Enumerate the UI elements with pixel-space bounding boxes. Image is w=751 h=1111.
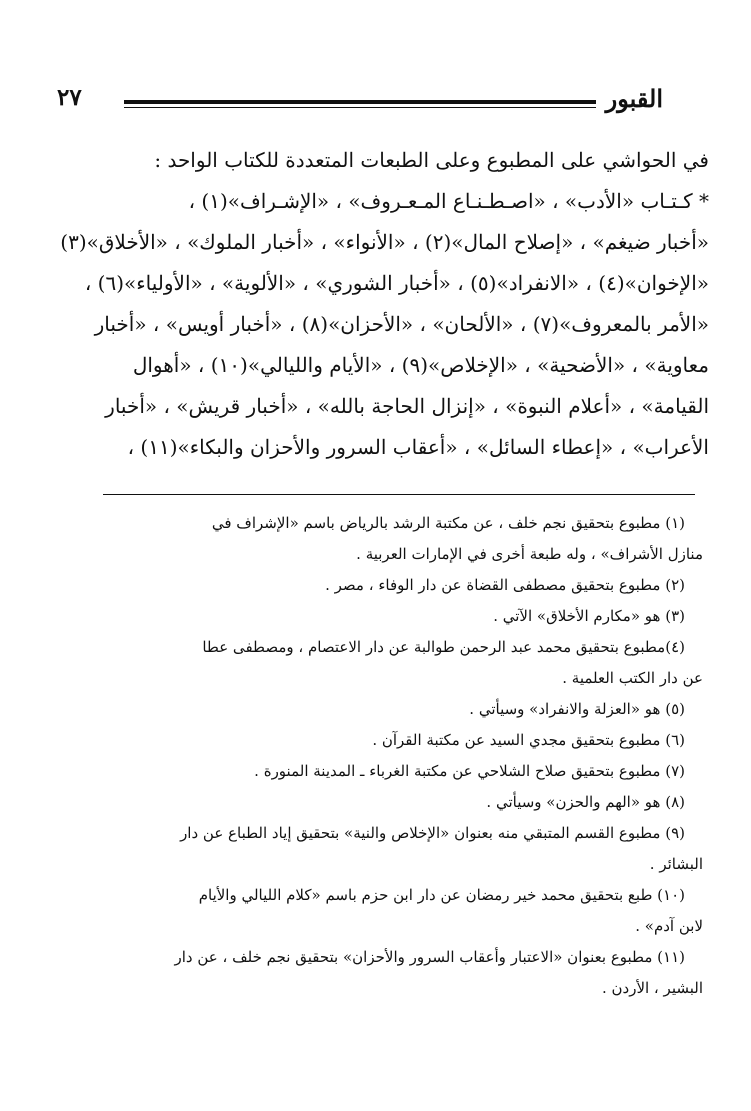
footnote-1 bbox=[42, 508, 703, 570]
footnote-9 bbox=[42, 818, 703, 880]
footnote-line: منازل الأشراف» ، وله طبعة أخرى في الإمارات العربية . bbox=[356, 545, 703, 563]
footnote-line: (١١) مطبوع بعنوان «الاعتبار وأعقاب السرور والأحزان» بتحقيق نجم خلف ، عن دار bbox=[174, 948, 685, 966]
footnote-4 bbox=[42, 632, 703, 694]
footnote-8 bbox=[42, 787, 703, 818]
footnote-11 bbox=[42, 942, 703, 1004]
body-line: «الإخوان»(٤) ، «الانفراد»(٥) ، «أخبار الشوري» ، «الألوية» ، «الأولياء»(٦) ، bbox=[84, 271, 709, 295]
footnote-line: (٩) مطبوع القسم المتبقي منه بعنوان «الإخلاص والنية» بتحقيق إياد الطباع عن دار bbox=[180, 824, 685, 842]
body-line: «أخبار ضيغم» ، «إصلاح المال»(٢) ، «الأنواء» ، «أخبار الملوك» ، «الأخلاق»(٣) bbox=[60, 230, 709, 254]
body-line: * كـتـاب «الأدب» ، «اصـطـنـاع المـعـروف» ، «الإشـراف»(١) ، bbox=[188, 189, 709, 213]
footnote-line: (١٠) طبع بتحقيق محمد خير رمضان عن دار ابن حزم باسم «كلام الليالي والأيام bbox=[198, 886, 685, 904]
footnote-5 bbox=[42, 694, 703, 725]
footnote-separator bbox=[103, 494, 695, 495]
footnote-7 bbox=[42, 756, 703, 787]
footnote-line: (٤)مطبوع بتحقيق محمد عبد الرحمن طوالبة عن دار الاعتصام ، ومصطفى عطا bbox=[202, 638, 685, 656]
footnote-2 bbox=[42, 570, 703, 601]
footnote-line: عن دار الكتب العلمية . bbox=[562, 669, 703, 687]
footnote-line: (٣) هو «مكارم الأخلاق» الآتي . bbox=[493, 607, 685, 625]
footnote-line: (٥) هو «العزلة والانفراد» وسيأتي . bbox=[469, 700, 685, 718]
footnote-line: (٨) هو «الهم والحزن» وسيأتي . bbox=[486, 793, 685, 811]
header-double-rule bbox=[124, 100, 596, 108]
footnote-line: البشائر . bbox=[649, 855, 703, 873]
body-line: في الحواشي على المطبوع وعلى الطبعات المتعددة للكتاب الواحد : bbox=[154, 148, 709, 172]
body-line: «الأمر بالمعروف»(٧) ، «الألحان» ، «الأحزان»(٨) ، «أخبار أويس» ، «أخبار bbox=[94, 312, 709, 336]
footnote-line: (٢) مطبوع بتحقيق مصطفى القضاة عن دار الوفاء ، مصر . bbox=[325, 576, 685, 594]
footnote-line: (٦) مطبوع بتحقيق مجدي السيد عن مكتبة القرآن . bbox=[372, 731, 685, 749]
footnotes bbox=[42, 508, 703, 1004]
body-line: معاوية» ، «الأضحية» ، «الإخلاص»(٩) ، «الأيام والليالي»(١٠) ، «أهوال bbox=[132, 353, 709, 377]
page-number: ٢٧ bbox=[57, 84, 82, 111]
footnote-line: (١) مطبوع بتحقيق نجم خلف ، عن مكتبة الرشد بالرياض باسم «الإشراف في bbox=[211, 514, 685, 532]
footnote-10 bbox=[42, 880, 703, 942]
main-text bbox=[42, 140, 709, 468]
footnote-line: لابن آدم» . bbox=[635, 917, 703, 935]
footnote-line: (٧) مطبوع بتحقيق صلاح الشلاحي عن مكتبة الغرباء ـ المدينة المنورة . bbox=[254, 762, 685, 780]
body-line: الأعراب» ، «إعطاء السائل» ، «أعقاب السرور والأحزان والبكاء»(١١) ، bbox=[127, 435, 709, 459]
footnote-3 bbox=[42, 601, 703, 632]
footnote-6 bbox=[42, 725, 703, 756]
running-header-title: القبور bbox=[605, 84, 663, 113]
body-line: القيامة» ، «أعلام النبوة» ، «إنزال الحاجة بالله» ، «أخبار قريش» ، «أخبار bbox=[105, 394, 709, 418]
footnote-line: البشير ، الأردن . bbox=[601, 979, 703, 997]
